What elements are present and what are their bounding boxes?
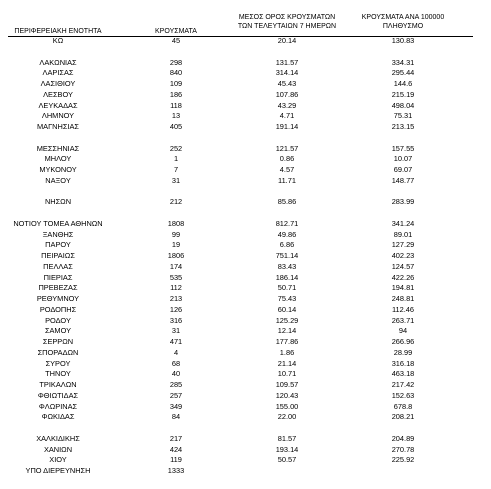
cell-per100k: 422.26 xyxy=(391,272,415,282)
cell-avg7: 4.71 xyxy=(279,111,295,121)
cell-avg7: 50.71 xyxy=(277,283,297,293)
cell-per100k xyxy=(358,466,448,475)
cell-cases: 405 xyxy=(169,122,183,131)
cell-region: ΛΗΜΝΟΥ xyxy=(41,111,75,121)
cell-avg7 xyxy=(232,47,342,56)
cell-cases: 217 xyxy=(169,433,183,443)
cell-cases: 1806 xyxy=(167,251,185,260)
cell-region: ΚΩ xyxy=(52,36,64,45)
cell-region: ΜΗΛΟΥ xyxy=(44,154,72,164)
cell-avg7: 6.86 xyxy=(279,240,295,250)
cell-cases xyxy=(145,133,207,142)
cell-avg7: 121.57 xyxy=(275,143,299,153)
cell-cases: 1808 xyxy=(167,218,185,228)
cell-per100k xyxy=(358,423,448,432)
cell-region: ΦΛΩΡΙΝΑΣ xyxy=(38,401,78,411)
cell-avg7: 11.71 xyxy=(278,175,296,185)
cell-avg7: 20.14 xyxy=(277,36,297,45)
cell-region: ΠΕΙΡΑΙΩΣ xyxy=(41,251,75,260)
cell-per100k xyxy=(358,47,448,56)
cell-per100k: 248.81 xyxy=(391,294,415,303)
cell-per100k: 270.78 xyxy=(391,444,415,454)
cell-avg7: 120.43 xyxy=(275,390,299,400)
cell-region: ΠΕΛΛΑΣ xyxy=(43,261,73,271)
cell-per100k: 263.71 xyxy=(391,315,415,325)
cell-cases: 285 xyxy=(169,380,183,389)
cell-cases: 31 xyxy=(171,175,181,185)
cell-avg7: 191.14 xyxy=(275,122,299,131)
cell-region: ΦΩΚΙΔΑΣ xyxy=(41,412,75,422)
cell-region: ΛΕΣΒΟΥ xyxy=(43,89,73,99)
cell-cases: 109 xyxy=(169,79,183,88)
header-per100k-line2: ΠΛΗΘΥΣΜΟ xyxy=(382,23,424,30)
cell-cases: 349 xyxy=(169,401,183,411)
cell-region: ΛΕΥΚΑΔΑΣ xyxy=(38,100,78,110)
header-region: ΠΕΡΙΦΕΡΕΙΑΚΗ ΕΝΟΤΗΤΑ xyxy=(14,28,102,35)
cell-region xyxy=(8,133,108,142)
cell-cases: 257 xyxy=(169,390,183,400)
cell-avg7 xyxy=(232,187,342,196)
cell-avg7: 50.57 xyxy=(277,455,297,465)
cell-per100k: 283.99 xyxy=(391,197,415,207)
cell-region: ΠΙΕΡΙΑΣ xyxy=(43,272,73,282)
cell-avg7 xyxy=(232,208,342,217)
cell-region: ΣΑΜΟΥ xyxy=(44,326,72,336)
cell-avg7: 109.57 xyxy=(275,380,299,389)
cell-cases: 40 xyxy=(171,369,181,379)
cell-cases: 213 xyxy=(169,294,183,303)
cell-region: ΛΑΡΙΣΑΣ xyxy=(42,68,74,78)
cell-cases: 112 xyxy=(170,283,182,293)
cell-region xyxy=(8,47,108,56)
cell-per100k xyxy=(358,208,448,217)
cell-per100k: 28.99 xyxy=(393,347,413,357)
cell-region: ΤΡΙΚΑΛΩΝ xyxy=(39,380,77,389)
cell-per100k: 69.07 xyxy=(393,165,413,174)
cell-cases: 126 xyxy=(169,304,183,314)
cell-per100k: 341.24 xyxy=(391,218,415,228)
cell-avg7: 60.14 xyxy=(277,304,297,314)
cell-avg7: 177.86 xyxy=(275,337,299,346)
cell-avg7: 193.14 xyxy=(275,444,299,454)
cell-region xyxy=(8,208,108,217)
cell-region: ΝΟΤΙΟΥ ΤΟΜΕΑ ΑΘΗΝΩΝ xyxy=(13,218,103,228)
cell-avg7: 131.57 xyxy=(275,57,299,67)
cell-cases: 471 xyxy=(169,337,183,346)
cell-avg7 xyxy=(232,133,342,142)
cell-region: ΡΟΔΟΠΗΣ xyxy=(39,304,77,314)
cell-avg7: 85.86 xyxy=(277,197,297,207)
cell-avg7: 81.57 xyxy=(277,433,297,443)
cell-cases: 119 xyxy=(170,455,182,465)
cell-per100k: 208.21 xyxy=(391,412,415,422)
cell-region: ΝΗΣΩΝ xyxy=(44,197,72,207)
cell-avg7 xyxy=(232,423,342,432)
cell-region: ΣΕΡΡΩΝ xyxy=(42,337,74,346)
cell-per100k: 148.77 xyxy=(391,175,415,185)
cell-region: ΤΗΝΟΥ xyxy=(45,369,71,379)
cell-per100k: 213.15 xyxy=(391,122,415,131)
cell-avg7: 125.29 xyxy=(275,315,299,325)
cell-avg7: 155.00 xyxy=(275,401,299,411)
cell-per100k: 217.42 xyxy=(391,380,415,389)
cell-per100k: 144.6 xyxy=(393,79,413,88)
cell-cases xyxy=(145,423,207,432)
cell-region: ΧΙΟΥ xyxy=(49,455,67,465)
cell-region: ΦΘΙΩΤΙΔΑΣ xyxy=(37,390,79,400)
cell-cases: 298 xyxy=(169,57,183,67)
cell-region: ΡΟΔΟΥ xyxy=(45,315,71,325)
cell-per100k: 334.31 xyxy=(391,57,415,67)
cell-avg7: 4.57 xyxy=(279,165,295,174)
cell-avg7 xyxy=(232,466,342,475)
cell-region: ΜΑΓΝΗΣΙΑΣ xyxy=(37,122,79,131)
cell-region: ΝΑΞΟΥ xyxy=(45,175,71,185)
cell-region xyxy=(8,423,108,432)
cell-avg7: 186.14 xyxy=(275,272,299,282)
cell-avg7: 49.86 xyxy=(277,229,297,239)
cell-avg7: 22.00 xyxy=(277,412,297,422)
cell-avg7: 21.14 xyxy=(277,358,297,368)
cell-region: ΣΠΟΡΑΔΩΝ xyxy=(37,347,79,357)
cell-cases: 45 xyxy=(171,36,181,45)
cell-cases: 252 xyxy=(169,143,183,153)
cell-cases: 13 xyxy=(171,111,181,121)
cell-avg7: 107.86 xyxy=(275,89,299,99)
cell-cases: 7 xyxy=(173,165,179,174)
cell-region: ΛΑΣΙΘΙΟΥ xyxy=(40,79,76,88)
cell-region: ΛΑΚΩΝΙΑΣ xyxy=(39,57,77,67)
cell-per100k: 316.18 xyxy=(391,358,415,368)
cell-cases: 212 xyxy=(169,197,183,207)
cell-avg7: 83.43 xyxy=(277,261,297,271)
cell-cases xyxy=(145,208,207,217)
cell-region: ΧΑΛΚΙΔΙΚΗΣ xyxy=(36,433,80,443)
cell-cases: 4 xyxy=(173,347,179,357)
cell-region: ΜΥΚΟΝΟΥ xyxy=(39,165,77,174)
cell-region: ΥΠΟ ΔΙΕΡΕΥΝΗΣΗ xyxy=(25,466,91,475)
cell-per100k: 402.23 xyxy=(391,251,415,260)
header-avg7-line2: ΤΩΝ ΤΕΛΕΥΤΑΙΩΝ 7 ΗΜΕΡΩΝ xyxy=(237,23,337,30)
cell-cases: 535 xyxy=(169,272,183,282)
cell-cases: 68 xyxy=(171,358,181,368)
cell-per100k: 152.63 xyxy=(391,390,415,400)
cell-per100k: 194.81 xyxy=(391,283,415,293)
cell-cases xyxy=(145,187,207,196)
cell-per100k: 94 xyxy=(398,326,408,336)
cell-avg7: 45.43 xyxy=(277,79,297,88)
cell-per100k: 498.04 xyxy=(391,100,415,110)
cell-per100k: 295.44 xyxy=(391,68,415,78)
cell-region: ΡΕΘΥΜΝΟΥ xyxy=(36,294,80,303)
cell-cases: 316 xyxy=(169,315,183,325)
cell-per100k: 678.8 xyxy=(393,401,413,411)
cell-avg7: 812.71 xyxy=(275,218,299,228)
cell-per100k: 204.89 xyxy=(391,433,415,443)
cell-cases: 31 xyxy=(171,326,181,336)
cell-cases: 1 xyxy=(173,154,179,164)
cell-per100k: 124.57 xyxy=(391,261,415,271)
cell-per100k: 463.18 xyxy=(391,369,415,379)
header-cases: ΚΡΟΥΣΜΑΤΑ xyxy=(155,28,197,35)
cell-avg7: 75.43 xyxy=(277,294,297,303)
header-per100k-line1: ΚΡΟΥΣΜΑΤΑ ΑΝΑ 100000 xyxy=(361,14,445,21)
cell-per100k: 266.96 xyxy=(391,337,415,346)
cell-avg7: 12.14 xyxy=(277,326,297,336)
cell-region: ΠΡΕΒΕΖΑΣ xyxy=(38,283,78,293)
cell-cases: 174 xyxy=(169,261,183,271)
cell-per100k: 112.46 xyxy=(391,304,415,314)
cell-region: ΧΑΝΙΩΝ xyxy=(43,444,73,454)
cell-per100k: 10.07 xyxy=(393,154,413,164)
cell-per100k: 225.92 xyxy=(391,455,415,465)
cell-avg7: 0.86 xyxy=(279,154,295,164)
cell-cases: 186 xyxy=(169,89,183,99)
cell-region: ΞΑΝΘΗΣ xyxy=(42,229,74,239)
cell-per100k: 75.31 xyxy=(393,111,413,121)
cell-per100k: 215.19 xyxy=(391,89,415,99)
cell-avg7: 314.14 xyxy=(275,68,299,78)
cell-cases: 1333 xyxy=(167,466,185,475)
cell-avg7: 1.86 xyxy=(279,347,295,357)
cell-region: ΜΕΣΣΗΝΙΑΣ xyxy=(36,143,80,153)
cell-cases: 84 xyxy=(171,412,181,422)
cell-per100k: 89.01 xyxy=(393,229,413,239)
cell-per100k xyxy=(358,187,448,196)
cell-cases: 99 xyxy=(171,229,181,239)
cell-cases: 840 xyxy=(169,68,183,78)
cell-region: ΣΥΡΟΥ xyxy=(45,358,71,368)
cell-region xyxy=(8,187,108,196)
cell-per100k: 127.29 xyxy=(391,240,415,250)
cell-region: ΠΑΡΟΥ xyxy=(45,240,71,250)
cell-cases: 424 xyxy=(169,444,183,454)
cell-cases xyxy=(145,47,207,56)
cell-cases: 19 xyxy=(171,240,181,250)
cell-per100k: 130.83 xyxy=(391,36,415,45)
cell-avg7: 10.71 xyxy=(277,369,297,379)
cell-avg7: 43.29 xyxy=(277,100,297,110)
cell-per100k xyxy=(358,133,448,142)
cell-avg7: 751.14 xyxy=(275,251,299,260)
header-avg7-line1: ΜΕΣΟΣ ΟΡΟΣ ΚΡΟΥΣΜΑΤΩΝ xyxy=(238,14,336,21)
cell-per100k: 157.55 xyxy=(391,143,415,153)
cell-cases: 118 xyxy=(170,100,182,110)
